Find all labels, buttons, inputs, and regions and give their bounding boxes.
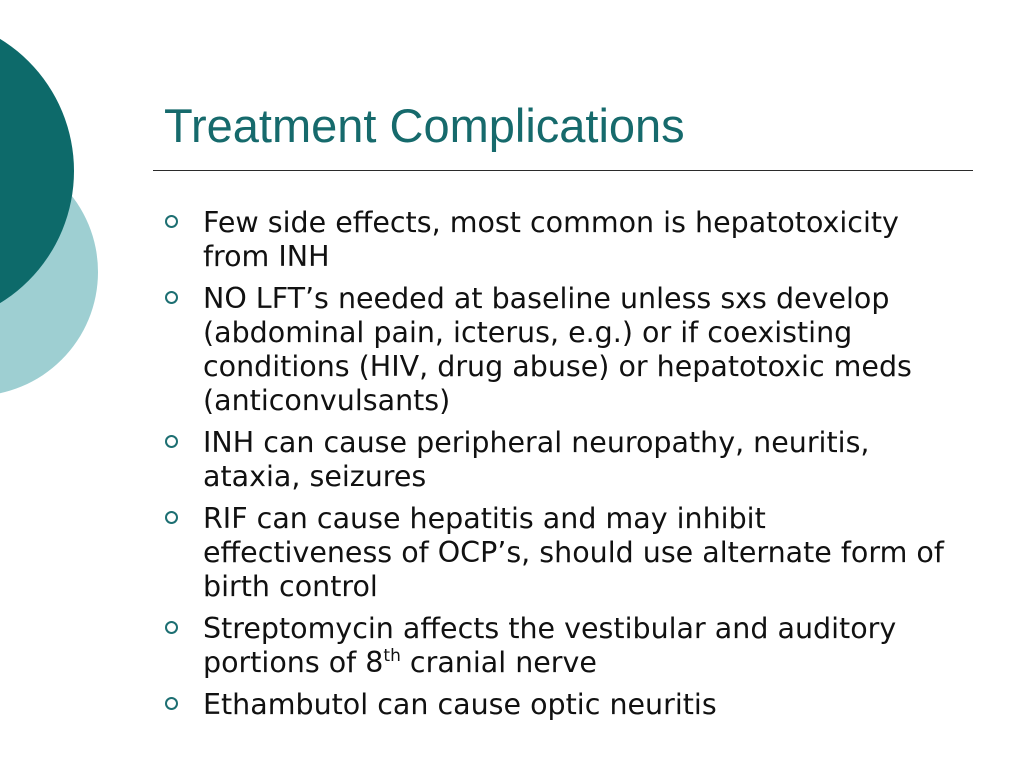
bullet-item	[160, 688, 960, 722]
bullet-text: RIF can cause hepatitis and may inhibit effectiveness of OCP’s, should use alternate form of birth control	[203, 502, 944, 603]
bullet-item	[160, 426, 960, 494]
hollow-circle-bullet-icon	[165, 435, 178, 448]
hollow-circle-bullet-icon	[165, 621, 178, 634]
hollow-circle-bullet-icon	[165, 215, 178, 228]
bullet-text: INH can cause peripheral neuropathy, neuritis, ataxia, seizures	[203, 426, 870, 493]
superscript-ordinal: th	[383, 646, 401, 666]
title-divider	[153, 170, 973, 171]
bullet-text: Few side effects, most common is hepatotoxicity from INH	[203, 206, 899, 273]
bullet-text	[203, 612, 960, 680]
bullet-text: NO LFT’s needed at baseline unless sxs develop (abdominal pain, icterus, e.g.) or if coexisting conditions (HIV, drug abuse) or hepatotoxic meds (anticonvulsants)	[203, 282, 912, 417]
bullet-text-part: cranial nerve	[400, 646, 597, 679]
hollow-circle-bullet-icon	[165, 697, 178, 710]
bullet-item	[160, 206, 960, 274]
bullet-list	[160, 206, 960, 730]
bullet-item	[160, 502, 960, 604]
slide-title: Treatment Complications	[164, 99, 685, 152]
hollow-circle-bullet-icon	[165, 291, 178, 304]
bullet-item	[160, 282, 960, 418]
bullet-text: Ethambutol can cause optic neuritis	[203, 688, 717, 721]
bullet-item	[160, 612, 960, 680]
hollow-circle-bullet-icon	[165, 511, 178, 524]
bullet-text-part: Streptomycin affects the vestibular and auditory portions of 8	[203, 612, 897, 679]
